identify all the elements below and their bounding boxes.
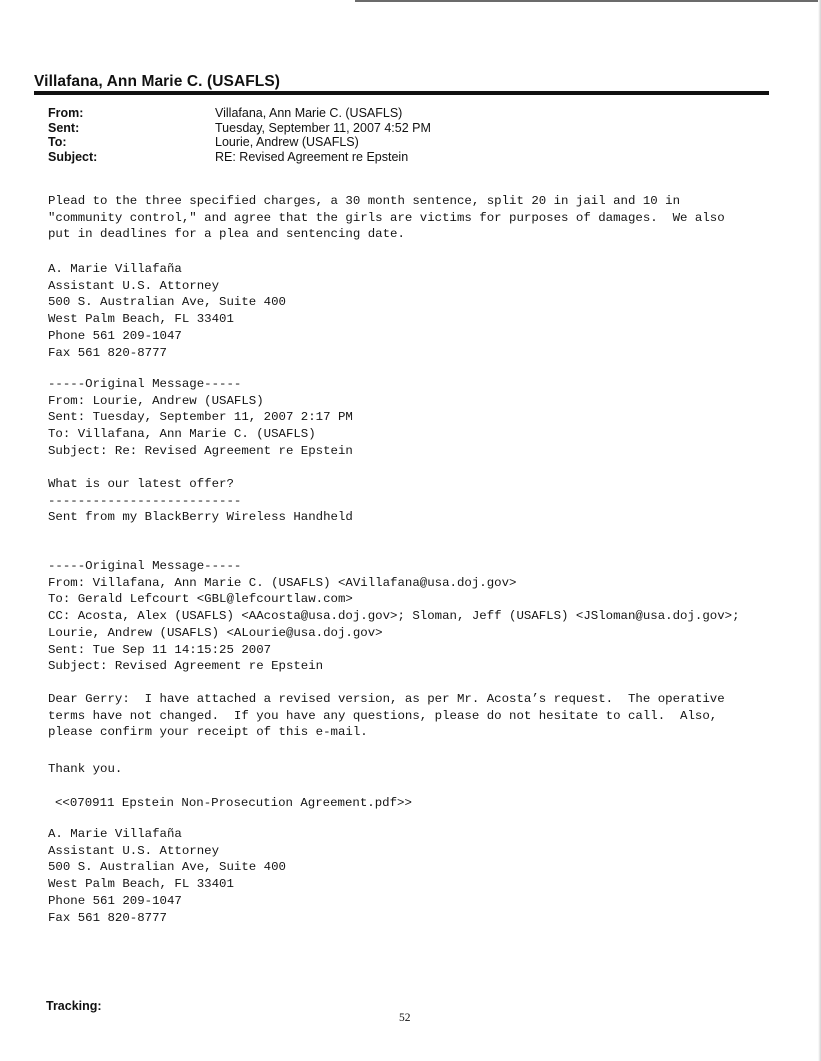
original-message-separator: -----Original Message----- (48, 377, 242, 391)
email-metadata (48, 106, 431, 164)
original-cc: CC: Acosta, Alex (USAFLS) <AAcosta@usa.doj.gov>; Sloman, Jeff (USAFLS) <JSloman@usa.doj.gov>; (48, 609, 740, 624)
signature-block (48, 261, 286, 361)
meta-row-sent (48, 121, 431, 136)
email-header-name: Villafana, Ann Marie C. (USAFLS) (34, 73, 281, 90)
signature-line: A. Marie Villafaña (48, 262, 182, 276)
question-line: What is our latest offer? (48, 477, 234, 491)
original-to: To: Gerald Lefcourt <GBL@lefcourtlaw.com> (48, 592, 353, 607)
original-subject: Subject: Re: Revised Agreement re Epstein (48, 443, 353, 458)
signature-line: Fax 561 820-8777 (48, 345, 167, 360)
signature-line: West Palm Beach, FL 33401 (48, 312, 234, 327)
meta-value: Lourie, Andrew (USAFLS) (215, 135, 359, 149)
original-from: From: Villafana, Ann Marie C. (USAFLS) <AVillafana@usa.doj.gov> (48, 575, 517, 590)
signature-line: Assistant U.S. Attorney (48, 843, 220, 858)
meta-label: From: (48, 106, 84, 120)
text-line: terms have not changed. If you have any questions, please do not hesitate to call. Also, (48, 708, 718, 723)
signature-line: Assistant U.S. Attorney (48, 278, 220, 293)
letter-paragraph (48, 691, 725, 741)
meta-label: To: (48, 135, 67, 149)
original-sent: Sent: Tue Sep 11 14:15:25 2007 (48, 642, 272, 657)
signature-line: A. Marie Villafaña (48, 827, 182, 841)
original-message-1 (48, 376, 353, 460)
original-message-separator: -----Original Message----- (48, 559, 242, 573)
thanks-line (48, 761, 122, 778)
original-to: To: Villafana, Ann Marie C. (USAFLS) (48, 427, 316, 442)
meta-value: Tuesday, September 11, 2007 4:52 PM (215, 120, 431, 135)
page-number: 52 (399, 1012, 411, 1024)
meta-value: Villafana, Ann Marie C. (USAFLS) (215, 106, 403, 120)
tracking-label: Tracking: (46, 999, 102, 1013)
text-line: please confirm your receipt of this e-mail. (48, 725, 368, 740)
attachment-line (55, 795, 412, 812)
attachment-name: <<070911 Epstein Non-Prosecution Agreement.pdf>> (55, 796, 412, 810)
thanks-text: Thank you. (48, 762, 123, 776)
signature-line: 500 S. Australian Ave, Suite 400 (48, 295, 286, 310)
signature-line: West Palm Beach, FL 33401 (48, 877, 234, 892)
original-from: From: Lourie, Andrew (USAFLS) (48, 393, 264, 408)
header-divider (34, 91, 769, 95)
text-line: Plead to the three specified charges, a 30 month sentence, split 20 in jail and 10 in (48, 194, 681, 208)
text-line: put in deadlines for a plea and sentencing date. (48, 227, 405, 242)
meta-label: Sent: (48, 120, 80, 135)
dash-separator: -------------------------- (48, 493, 242, 508)
original-sent: Sent: Tuesday, September 11, 2007 2:17 PM (48, 410, 353, 425)
scan-edge-top (355, 0, 821, 2)
reply-paragraph (48, 193, 725, 243)
meta-value: RE: Revised Agreement re Epstein (215, 149, 409, 164)
meta-row-from (48, 106, 431, 121)
question-block (48, 476, 353, 526)
text-line: "community control," and agree that the girls are victims for purposes of damages. We also (48, 210, 725, 225)
original-cc-continued: Lourie, Andrew (USAFLS) <ALourie@usa.doj.gov> (48, 625, 383, 640)
signature-block (48, 826, 286, 926)
signature-line: Fax 561 820-8777 (48, 910, 167, 925)
signature-line: Phone 561 209-1047 (48, 893, 182, 908)
meta-label: Subject: (48, 149, 98, 164)
signature-line: 500 S. Australian Ave, Suite 400 (48, 860, 286, 875)
meta-row-subject (48, 150, 431, 165)
original-subject: Subject: Revised Agreement re Epstein (48, 659, 324, 674)
original-message-2 (48, 558, 740, 675)
text-line: Dear Gerry: I have attached a revised version, as per Mr. Acosta’s request. The operative (48, 692, 725, 706)
meta-row-to (48, 135, 431, 150)
signature-line: Phone 561 209-1047 (48, 328, 182, 343)
blackberry-signature: Sent from my BlackBerry Wireless Handheld (48, 510, 353, 525)
